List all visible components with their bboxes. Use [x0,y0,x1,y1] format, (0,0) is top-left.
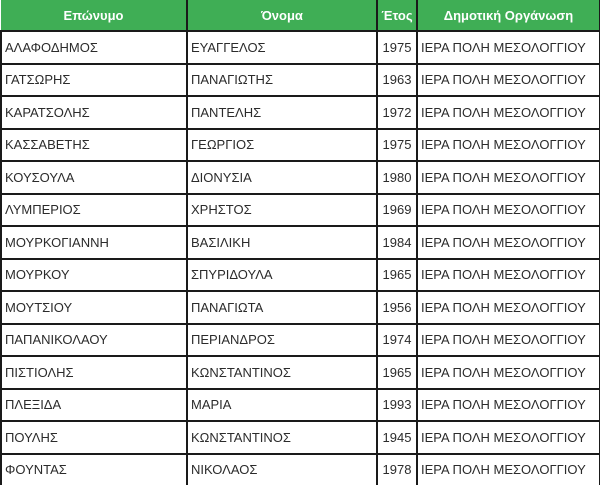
cell-organization: ΙΕΡΑ ΠΟΛΗ ΜΕΣΟΛΟΓΓΙΟΥ [417,129,600,162]
cell-year: 1978 [377,454,417,486]
cell-year: 1956 [377,291,417,324]
cell-year: 1963 [377,64,417,97]
table-row [1,421,600,454]
cell-first-name: ΕΥΑΓΓΕΛΟΣ [187,31,377,64]
cell-organization: ΙΕΡΑ ΠΟΛΗ ΜΕΣΟΛΟΓΓΙΟΥ [417,421,600,454]
cell-year: 1965 [377,259,417,292]
cell-surname: ΜΟΥΡΚΟΥ [1,259,187,292]
cell-first-name: ΚΩΝΣΤΑΝΤΙΝΟΣ [187,421,377,454]
table-row [1,161,600,194]
cell-surname: ΚΑΣΣΑΒΕΤΗΣ [1,129,187,162]
cell-organization: ΙΕΡΑ ΠΟΛΗ ΜΕΣΟΛΟΓΓΙΟΥ [417,324,600,357]
table-row [1,259,600,292]
cell-first-name: ΣΠΥΡΙΔΟΥΛΑ [187,259,377,292]
cell-organization: ΙΕΡΑ ΠΟΛΗ ΜΕΣΟΛΟΓΓΙΟΥ [417,259,600,292]
table-row [1,324,600,357]
table-row [1,356,600,389]
cell-organization: ΙΕΡΑ ΠΟΛΗ ΜΕΣΟΛΟΓΓΙΟΥ [417,389,600,422]
cell-first-name: ΝΙΚΟΛΑΟΣ [187,454,377,486]
cell-year: 1945 [377,421,417,454]
table-row [1,389,600,422]
cell-surname: ΠΟΥΛΗΣ [1,421,187,454]
cell-surname: ΚΑΡΑΤΣΟΛΗΣ [1,96,187,129]
cell-first-name: ΧΡΗΣΤΟΣ [187,194,377,227]
table-row [1,226,600,259]
cell-first-name: ΔΙΟΝΥΣΙΑ [187,161,377,194]
cell-surname: ΚΟΥΣΟΥΛΑ [1,161,187,194]
cell-surname: ΠΛΕΞΙΔΑ [1,389,187,422]
cell-first-name: ΠΑΝΤΕΛΗΣ [187,96,377,129]
table-row [1,194,600,227]
cell-organization: ΙΕΡΑ ΠΟΛΗ ΜΕΣΟΛΟΓΓΙΟΥ [417,64,600,97]
cell-first-name: ΠΑΝΑΓΙΩΤΗΣ [187,64,377,97]
cell-organization: ΙΕΡΑ ΠΟΛΗ ΜΕΣΟΛΟΓΓΙΟΥ [417,356,600,389]
cell-surname: ΛΥΜΠΕΡΙΟΣ [1,194,187,227]
table-row [1,291,600,324]
cell-organization: ΙΕΡΑ ΠΟΛΗ ΜΕΣΟΛΟΓΓΙΟΥ [417,96,600,129]
header-row [1,0,600,31]
table-row [1,129,600,162]
cell-first-name: ΜΑΡΙΑ [187,389,377,422]
table-row [1,64,600,97]
cell-surname: ΠΙΣΤΙΟΛΗΣ [1,356,187,389]
cell-organization: ΙΕΡΑ ΠΟΛΗ ΜΕΣΟΛΟΓΓΙΟΥ [417,226,600,259]
table-row [1,31,600,64]
cell-surname: ΜΟΥΡΚΟΓΙΑΝΝΗ [1,226,187,259]
cell-surname: ΓΑΤΣΩΡΗΣ [1,64,187,97]
cell-surname: ΠΑΠΑΝΙΚΟΛΑΟΥ [1,324,187,357]
table-header [1,0,600,31]
cell-organization: ΙΕΡΑ ΠΟΛΗ ΜΕΣΟΛΟΓΓΙΟΥ [417,454,600,486]
cell-year: 1969 [377,194,417,227]
cell-year: 1993 [377,389,417,422]
cell-first-name: ΓΕΩΡΓΙΟΣ [187,129,377,162]
cell-organization: ΙΕΡΑ ΠΟΛΗ ΜΕΣΟΛΟΓΓΙΟΥ [417,161,600,194]
cell-surname: ΜΟΥΤΣΙΟΥ [1,291,187,324]
cell-year: 1975 [377,31,417,64]
cell-year: 1975 [377,129,417,162]
cell-year: 1972 [377,96,417,129]
cell-surname: ΦΟΥΝΤΑΣ [1,454,187,486]
cell-year: 1974 [377,324,417,357]
cell-organization: ΙΕΡΑ ΠΟΛΗ ΜΕΣΟΛΟΓΓΙΟΥ [417,194,600,227]
cell-first-name: ΠΕΡΙΑΝΔΡΟΣ [187,324,377,357]
column-header-first-name: Όνομα [187,0,377,31]
cell-organization: ΙΕΡΑ ΠΟΛΗ ΜΕΣΟΛΟΓΓΙΟΥ [417,31,600,64]
column-header-municipal-organization: Δημοτική Οργάνωση [417,0,600,31]
cell-year: 1965 [377,356,417,389]
cell-year: 1984 [377,226,417,259]
column-header-year: Έτος [377,0,417,31]
cell-year: 1980 [377,161,417,194]
cell-first-name: ΒΑΣΙΛΙΚΗ [187,226,377,259]
table-row [1,96,600,129]
table-row [1,454,600,486]
column-header-surname: Επώνυμο [1,0,187,31]
cell-first-name: ΚΩΝΣΤΑΝΤΙΝΟΣ [187,356,377,389]
cell-surname: ΑΛΑΦΟΔΗΜΟΣ [1,31,187,64]
table-body [1,31,600,485]
cell-organization: ΙΕΡΑ ΠΟΛΗ ΜΕΣΟΛΟΓΓΙΟΥ [417,291,600,324]
cell-first-name: ΠΑΝΑΓΙΩΤΑ [187,291,377,324]
